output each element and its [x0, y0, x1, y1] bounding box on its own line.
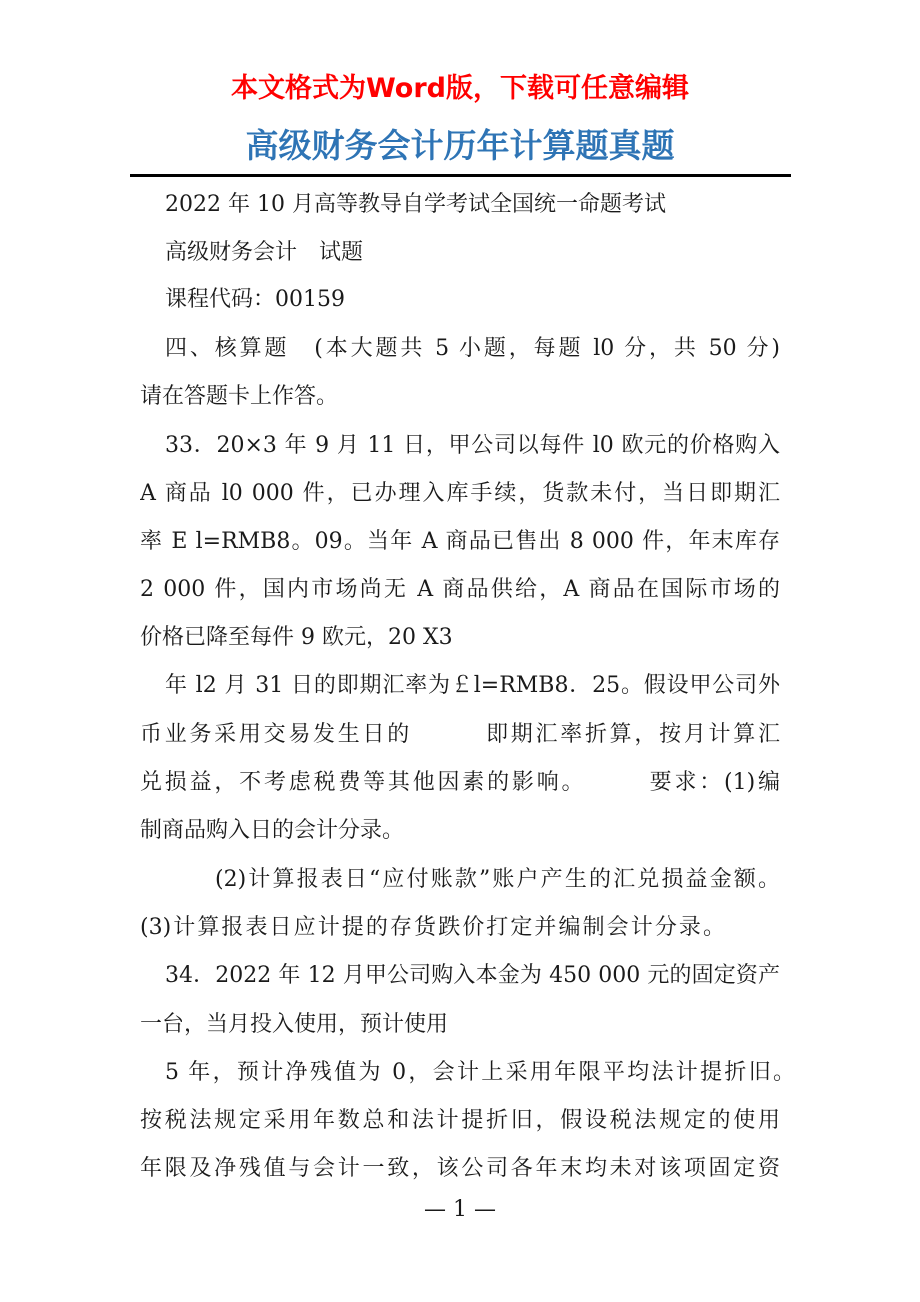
paragraph-line: 兑损益，不考虑税费等其他因素的影响。 要求：(1)编 — [140, 770, 780, 795]
exam-subject: 高级财务会计 试题 — [165, 240, 364, 265]
paragraph-line: 币业务采用交易发生日的 即期汇率折算，按月计算汇 — [140, 722, 780, 747]
question-33-line: 33．20×3 年 9 月 11 日，甲公司以每件 l0 欧元的价格购入 — [165, 433, 780, 458]
paragraph-line: 请在答题卡上作答。 — [140, 384, 339, 409]
paragraph-line: 一台，当月投入使用，预计使用 — [140, 1012, 449, 1037]
course-code: 课程代码：00159 — [165, 287, 345, 312]
format-notice: 本文格式为Word版，下载可任意编辑 — [230, 73, 689, 104]
paragraph-line: 制商品购入日的会计分录。 — [140, 818, 405, 843]
document-title: 高级财务会计历年计算题真题 — [245, 126, 675, 165]
paragraph-line: 2 000 件，国内市场尚无 A 商品供给，A 商品在国际市场的 — [140, 577, 780, 602]
paragraph-line: 5 年，预计净残值为 0，会计上采用年限平均法计提折旧。 — [165, 1060, 795, 1085]
requirement-2: (2)计算报表日“应付账款”账户产生的汇兑损益金额。 — [215, 867, 780, 892]
exam-heading: 2022 年 10 月高等教导自学考试全国统一命题考试 — [165, 192, 666, 217]
paragraph-line: 年限及净残值与会计一致，该公司各年末均未对该项固定资 — [140, 1156, 780, 1181]
requirement-3: (3)计算报表日应计提的存货跌价打定并编制会计分录。 — [140, 915, 725, 940]
title-divider — [130, 174, 791, 177]
paragraph-line: 年 l2 月 31 日的即期汇率为￡l=RMB8．25。假设甲公司外 — [165, 673, 780, 698]
paragraph-line: 价格已降至每件 9 欧元，20 X3 — [140, 625, 453, 650]
page-number: — 1 — — [424, 1197, 496, 1222]
section-heading: 四、核算题 (本大题共 5 小题，每题 l0 分，共 50 分) — [165, 336, 780, 361]
paragraph-line: A 商品 l0 000 件，已办理入库手续，货款未付，当日即期汇 — [140, 481, 780, 506]
paragraph-line: 按税法规定采用年数总和法计提折旧，假设税法规定的使用 — [140, 1108, 780, 1133]
question-34-line: 34．2022 年 12 月甲公司购入本金为 450 000 元的固定资产 — [165, 963, 780, 988]
paragraph-line: 率 E l=RMB8。09。当年 A 商品已售出 8 000 件，年末库存 — [140, 529, 780, 554]
